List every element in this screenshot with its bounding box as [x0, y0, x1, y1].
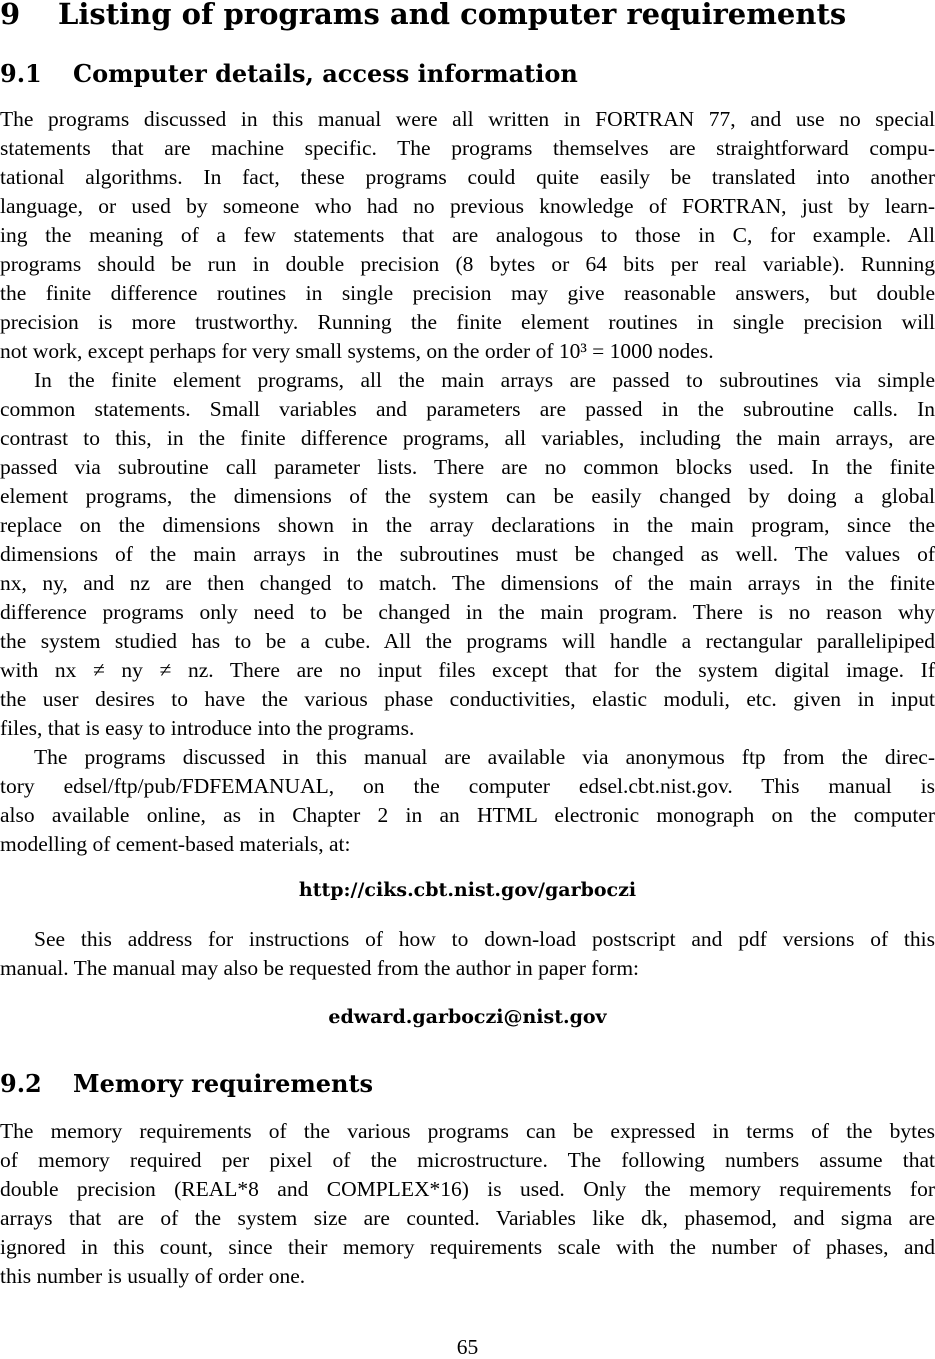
section-9-2-heading — [0, 1068, 373, 1100]
paragraph-line: precision is more trustworthy. Running the finite element routines in single precision will — [0, 310, 935, 334]
paragraph-line: double precision (REAL*8 and COMPLEX*16) is used. Only the memory requirements for — [0, 1177, 935, 1201]
paragraph-line: common statements. Small variables and parameters are passed in the subroutine calls. In — [0, 397, 935, 421]
section-9-1-paragraph-2 — [0, 366, 935, 743]
paragraph-line: manual. The manual may also be requested from the author in paper form: — [0, 956, 640, 980]
paragraph-line: arrays that are of the system size are counted. Variables like dk, phasemod, and sigma are — [0, 1206, 935, 1230]
paragraph-line: tory edsel/ftp/pub/FDFEMANUAL, on the computer edsel.cbt.nist.gov. This manual is — [0, 774, 935, 798]
section-title-text: Computer details, access information — [73, 59, 578, 88]
paragraph-line: dimensions of the main arrays in the subroutines must be changed as well. The values of — [0, 542, 935, 566]
chapter-title-text: Listing of programs and computer requirements — [58, 0, 847, 31]
paragraph-line: contrast to this, in the finite difference programs, all variables, including the main arrays, are — [0, 426, 935, 450]
paragraph-line: the user desires to have the various phase conductivities, elastic moduli, etc. given in input — [0, 687, 935, 711]
paragraph-line: language, or used by someone who had no previous knowledge of FORTRAN, just by learn- — [0, 194, 935, 218]
section-9-1-paragraph-4 — [0, 925, 935, 983]
paragraph-line: of memory required per pixel of the microstructure. The following numbers assume that — [0, 1148, 935, 1172]
ftp-url: http://ciks.cbt.nist.gov/garboczi — [298, 879, 637, 901]
paragraph-line: also available online, as in Chapter 2 in an HTML electronic monograph on the computer — [0, 803, 935, 827]
paragraph-line: replace on the dimensions shown in the array declarations in the main program, since the — [0, 513, 935, 537]
paragraph-line: tational algorithms. In fact, these programs could quite easily be translated into another — [0, 165, 935, 189]
section-9-2-paragraph-1 — [0, 1117, 935, 1291]
section-9-1-paragraph-3 — [0, 743, 935, 859]
paragraph-line: The memory requirements of the various programs can be expressed in terms of the bytes — [0, 1119, 935, 1143]
section-9-1-heading — [0, 58, 578, 90]
section-number: 9.2 — [0, 1069, 42, 1098]
paragraph-line: files, that is easy to introduce into the programs. — [0, 716, 415, 740]
paragraph-line: In the finite element programs, all the main arrays are passed to subroutines via simple — [34, 368, 935, 392]
page-number: 65 — [456, 1335, 479, 1359]
paragraph-line: The programs discussed in this manual were all written in FORTRAN 77, and use no special — [0, 107, 935, 131]
author-email: edward.garboczi@nist.gov — [328, 1006, 607, 1028]
paragraph-line: modelling of cement-based materials, at: — [0, 832, 351, 856]
paragraph-line: ignored in this count, since their memory requirements scale with the number of phases, and — [0, 1235, 935, 1259]
paragraph-line: the finite difference routines in single precision may give reasonable answers, but double — [0, 281, 935, 305]
chapter-number: 9 — [0, 0, 21, 31]
paragraph-line: difference programs only need to be changed in the main program. There is no reason why — [0, 600, 935, 624]
paragraph-line: ing the meaning of a few statements that are analogous to those in C, for example. All — [0, 223, 935, 247]
paragraph-line: nx, ny, and nz are then changed to match. The dimensions of the main arrays in the finite — [0, 571, 935, 595]
paragraph-line: element programs, the dimensions of the system can be easily changed by doing a global — [0, 484, 935, 508]
paragraph-line: with nx ≠ ny ≠ nz. There are no input files except that for the system digital image. If — [0, 658, 935, 682]
chapter-title — [0, 0, 846, 34]
paragraph-line: See this address for instructions of how to down-load postscript and pdf versions of this — [34, 927, 935, 951]
section-title-text: Memory requirements — [73, 1069, 374, 1098]
paragraph-line: programs should be run in double precision (8 bytes or 64 bits per real variable). Running — [0, 252, 935, 276]
paragraph-line: not work, except perhaps for very small systems, on the order of 10³ = 1000 nodes. — [0, 339, 714, 363]
paragraph-line: this number is usually of order one. — [0, 1264, 306, 1288]
paragraph-line: passed via subroutine call parameter lists. There are no common blocks used. In the finite — [0, 455, 935, 479]
paragraph-line: The programs discussed in this manual are available via anonymous ftp from the direc- — [34, 745, 935, 769]
section-9-1-paragraph-1 — [0, 105, 935, 366]
paragraph-line: statements that are machine specific. The programs themselves are straightforward compu- — [0, 136, 935, 160]
paragraph-line: the system studied has to be a cube. All the programs will handle a rectangular parallelipiped — [0, 629, 935, 653]
section-number: 9.1 — [0, 59, 42, 88]
